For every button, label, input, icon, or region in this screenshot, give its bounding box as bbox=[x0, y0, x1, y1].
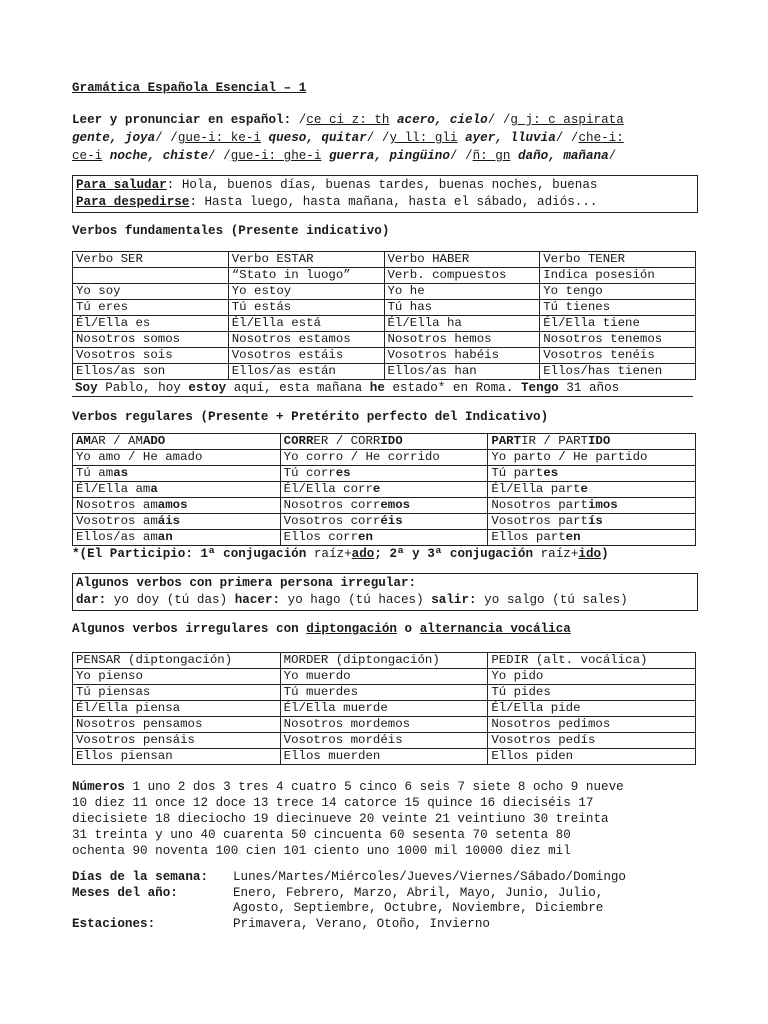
table-cell: Ellos piensan bbox=[73, 749, 281, 765]
table-cell: Él/Ella ha bbox=[384, 316, 540, 332]
regular-heading: Verbos regulares (Presente + Pretérito perfecto del Indicativo) bbox=[72, 410, 549, 424]
head-mid: IR / PART bbox=[521, 434, 588, 448]
document-page bbox=[72, 80, 698, 932]
rule-che-b: ce-i bbox=[72, 149, 103, 163]
irreg1-t2: yo hago (tú haces) bbox=[280, 593, 432, 607]
table-cell: Tú amas bbox=[73, 466, 281, 482]
table-cell: Yo estoy bbox=[228, 284, 384, 300]
table-cell: Vosotros amáis bbox=[73, 514, 281, 530]
numbers-line-3: diecisiete 18 dieciocho 19 diecinueve 20 veinte 21 veintiuno 30 treinta bbox=[72, 812, 609, 826]
example-ce-ci: acero, cielo bbox=[397, 113, 488, 127]
table-cell: PENSAR (diptongación) bbox=[73, 653, 281, 669]
rule-ce-ci: ce ci z: th bbox=[306, 113, 390, 127]
table-cell: Verbo ESTAR bbox=[228, 252, 384, 268]
rule-gue-ghe: gue-i: ghe-i bbox=[230, 149, 322, 163]
ex-t1: Pablo, hoy bbox=[97, 381, 189, 395]
greetings-box bbox=[72, 175, 698, 213]
table-cell bbox=[280, 434, 488, 450]
table-cell: Vosotros mordéis bbox=[280, 733, 488, 749]
rule-n-gn: ñ: gn bbox=[472, 149, 511, 163]
irregular-first-person-box bbox=[72, 573, 698, 611]
table-cell: Tú estás bbox=[228, 300, 384, 316]
table-cell: Él/Ella ama bbox=[73, 482, 281, 498]
ex-t2: aquí, esta mañana bbox=[226, 381, 370, 395]
numbers-line-1: 1 uno 2 dos 3 tres 4 cuatro 5 cinco 6 seis 7 siete 8 ocho 9 nueve bbox=[132, 780, 624, 794]
greet-hello-text: : Hola, buenos días, buenas tardes, buenas noches, buenas bbox=[166, 178, 598, 192]
table-cell: Nosotros mordemos bbox=[280, 717, 488, 733]
table-row bbox=[73, 332, 696, 348]
example-y-ll: ayer, lluvia bbox=[465, 131, 556, 145]
calendar-section bbox=[72, 870, 698, 932]
ex-estoy: estoy bbox=[188, 381, 227, 395]
table-cell: Yo soy bbox=[73, 284, 229, 300]
part-g: ) bbox=[601, 547, 609, 561]
table-cell: Vosotros pensáis bbox=[73, 733, 281, 749]
table-cell: Ellos/as están bbox=[228, 364, 384, 380]
table-cell: Ellos/has tienen bbox=[540, 364, 696, 380]
irreg2-c: o bbox=[397, 622, 420, 636]
table-cell: Tú pides bbox=[488, 685, 696, 701]
table-row bbox=[73, 268, 696, 284]
table-cell: Yo he bbox=[384, 284, 540, 300]
table-cell: Él/Ella corre bbox=[280, 482, 488, 498]
table-cell: Nosotros pensamos bbox=[73, 717, 281, 733]
table-cell: Vosotros habéis bbox=[384, 348, 540, 364]
table-cell: Vosotros tenéis bbox=[540, 348, 696, 364]
table-cell: Él/Ella es bbox=[73, 316, 229, 332]
irreg1-dar: dar: bbox=[76, 593, 107, 607]
table-row bbox=[73, 669, 696, 685]
greet-bye-label: Para despedirse bbox=[76, 195, 190, 209]
days-list: Lunes/Martes/Miércoles/Jueves/Viernes/Sábado/Domingo bbox=[233, 870, 626, 884]
irreg2-a: Algunos verbos irregulares con bbox=[72, 622, 307, 636]
table-cell: Verbo HABER bbox=[384, 252, 540, 268]
table-cell: Nosotros pedimos bbox=[488, 717, 696, 733]
table-cell: Vosotros estáis bbox=[228, 348, 384, 364]
table-cell: Tú piensas bbox=[73, 685, 281, 701]
table-cell: Vosotros pedís bbox=[488, 733, 696, 749]
table-cell: Tú partes bbox=[488, 466, 696, 482]
irreg2-d: alternancia vocálica bbox=[419, 622, 571, 636]
irregular-verbs-table bbox=[72, 652, 696, 765]
example-g-j: gente, joya bbox=[72, 131, 156, 145]
table-row bbox=[73, 749, 696, 765]
irreg2-b: diptongación bbox=[306, 622, 397, 636]
table-cell: Nosotros corremos bbox=[280, 498, 488, 514]
numbers-line-4: 31 treinta y uno 40 cuarenta 50 cincuenta 60 sesenta 70 setenta 80 bbox=[72, 828, 571, 842]
head-stem: CORR bbox=[283, 434, 314, 448]
table-row bbox=[73, 514, 696, 530]
regular-verbs-table bbox=[72, 433, 696, 546]
example-che: noche, chiste bbox=[109, 149, 209, 163]
table-cell: Yo parto / He partido bbox=[488, 450, 696, 466]
table-cell: Tú eres bbox=[73, 300, 229, 316]
ex-he: he bbox=[369, 381, 385, 395]
table-cell: Tú muerdes bbox=[280, 685, 488, 701]
table-cell: Yo corro / He corrido bbox=[280, 450, 488, 466]
table-row bbox=[73, 685, 696, 701]
rule-gue-ke: gue-i: ke-i bbox=[177, 131, 261, 145]
example-n-gn: daño, mañana bbox=[517, 149, 609, 163]
example-sentence bbox=[72, 380, 693, 397]
seasons-list: Primavera, Verano, Otoño, Invierno bbox=[233, 916, 490, 931]
table-cell: Yo muerdo bbox=[280, 669, 488, 685]
verbs-heading: Verbos fundamentales (Presente indicativo) bbox=[72, 224, 390, 238]
table-cell: Nosotros amamos bbox=[73, 498, 281, 514]
table-cell: Vosotros corréis bbox=[280, 514, 488, 530]
table-cell: Vosotros sois bbox=[73, 348, 229, 364]
greet-hello-label: Para saludar bbox=[76, 178, 167, 192]
table-cell: Él/Ella parte bbox=[488, 482, 696, 498]
head-stem: AM bbox=[76, 434, 91, 448]
table-cell: Él/Ella muerde bbox=[280, 701, 488, 717]
table-row bbox=[73, 733, 696, 749]
table-cell: Verbo SER bbox=[73, 252, 229, 268]
irreg1-heading: Algunos verbos con primera persona irregular: bbox=[76, 576, 417, 590]
months-label: Meses del año: bbox=[72, 885, 178, 900]
table-row bbox=[73, 450, 696, 466]
part-d: ; 2ª y 3ª conjugación bbox=[374, 547, 534, 561]
table-cell: Nosotros somos bbox=[73, 332, 229, 348]
table-row bbox=[73, 653, 696, 669]
table-row bbox=[73, 434, 696, 450]
part-b: raíz+ bbox=[306, 547, 352, 561]
table-row bbox=[73, 284, 696, 300]
ex-t3: estado* en Roma. bbox=[384, 381, 521, 395]
greet-bye-text: : Hasta luego, hasta mañana, hasta el sábado, adiós... bbox=[189, 195, 598, 209]
table-cell: Verb. compuestos bbox=[384, 268, 540, 284]
table-cell: Ellos/as son bbox=[73, 364, 229, 380]
table-cell: MORDER (diptongación) bbox=[280, 653, 488, 669]
irreg1-t3: yo salgo (tú sales) bbox=[476, 593, 628, 607]
table-row bbox=[73, 530, 696, 546]
rule-y-ll: y ll: gli bbox=[389, 131, 458, 145]
table-cell: Yo pienso bbox=[73, 669, 281, 685]
ex-tengo: Tengo bbox=[520, 381, 559, 395]
table-cell: Nosotros estamos bbox=[228, 332, 384, 348]
table-row bbox=[73, 498, 696, 514]
fundamental-verbs-table bbox=[72, 251, 696, 380]
table-cell: Vosotros partís bbox=[488, 514, 696, 530]
numbers-line-5: ochenta 90 noventa 100 cien 101 ciento uno 1000 mil 10000 diez mil bbox=[72, 844, 571, 858]
head-end: ADO bbox=[142, 434, 166, 448]
table-cell: Ellos muerden bbox=[280, 749, 488, 765]
table-cell bbox=[488, 434, 696, 450]
table-cell bbox=[73, 434, 281, 450]
numbers-line-2: 10 diez 11 once 12 doce 13 trece 14 catorce 15 quince 16 dieciséis 17 bbox=[72, 796, 594, 810]
table-row bbox=[73, 300, 696, 316]
months-list-1: Enero, Febrero, Marzo, Abril, Mayo, Junio, Julio, bbox=[233, 885, 604, 900]
table-cell: Tú tienes bbox=[540, 300, 696, 316]
table-cell: Yo amo / He amado bbox=[73, 450, 281, 466]
table-cell: Yo tengo bbox=[540, 284, 696, 300]
table-row bbox=[73, 701, 696, 717]
part-c: ado bbox=[351, 547, 375, 561]
table-cell: Nosotros tenemos bbox=[540, 332, 696, 348]
table-cell: Tú has bbox=[384, 300, 540, 316]
table-row bbox=[73, 316, 696, 332]
table-cell: Yo pido bbox=[488, 669, 696, 685]
table-cell: “Stato in luogo” bbox=[228, 268, 384, 284]
irreg1-t1: yo doy (tú das) bbox=[106, 593, 235, 607]
pronunciation-label: Leer y pronunciar en español: bbox=[72, 113, 292, 127]
table-cell: Ellos corren bbox=[280, 530, 488, 546]
numbers-line bbox=[72, 779, 698, 795]
numbers-section bbox=[72, 779, 698, 859]
table-cell: PEDIR (alt. vocálica) bbox=[488, 653, 696, 669]
table-cell: Él/Ella pide bbox=[488, 701, 696, 717]
part-f: ido bbox=[578, 547, 602, 561]
table-cell: Ellos parten bbox=[488, 530, 696, 546]
table-cell: Ellos piden bbox=[488, 749, 696, 765]
numbers-label: Números bbox=[72, 780, 125, 794]
table-row bbox=[73, 364, 696, 380]
head-end: IDO bbox=[380, 434, 403, 448]
table-row bbox=[73, 348, 696, 364]
example-gue-ke: queso, quitar bbox=[268, 131, 367, 145]
example-gue-ghe: guerra, pingüino bbox=[329, 149, 450, 163]
head-stem: PART bbox=[491, 434, 522, 448]
participle-note bbox=[72, 546, 698, 562]
table-cell: Él/Ella tiene bbox=[540, 316, 696, 332]
part-e: raíz+ bbox=[533, 547, 579, 561]
rule-che-a: che-i: bbox=[578, 131, 624, 145]
table-cell: Él/Ella piensa bbox=[73, 701, 281, 717]
table-cell: Ellos/as aman bbox=[73, 530, 281, 546]
head-mid: AR / AM bbox=[90, 434, 143, 448]
head-end: IDO bbox=[587, 434, 611, 448]
part-a: *(El Participio: 1ª conjugación bbox=[72, 547, 307, 561]
table-cell: Nosotros hemos bbox=[384, 332, 540, 348]
seasons-label: Estaciones: bbox=[72, 916, 156, 931]
months-list-2: Agosto, Septiembre, Octubre, Noviembre, Diciembre bbox=[233, 901, 604, 915]
days-label: Días de la semana: bbox=[72, 870, 209, 884]
table-cell: Nosotros partimos bbox=[488, 498, 696, 514]
table-cell: Ellos/as han bbox=[384, 364, 540, 380]
table-row bbox=[73, 717, 696, 733]
table-cell: Él/Ella está bbox=[228, 316, 384, 332]
table-cell: Verbo TENER bbox=[540, 252, 696, 268]
pronunciation-section: Leer y pronunciar en español: /ce ci z: th acero, cielo/ /g j: c aspirata gente, joya/ /gue-i: ke-i queso, quitar/ /y ll: gli ayer, lluvia/ /che-i: ce-i noche, chiste/ /gue-i: ghe-i guerra, pingüino/ /ñ: gn daño, mañana/ bbox=[72, 113, 624, 163]
ex-t4: 31 años bbox=[558, 381, 620, 395]
ex-soy: Soy bbox=[75, 381, 98, 395]
table-row bbox=[73, 466, 696, 482]
head-mid: ER / CORR bbox=[313, 434, 381, 448]
irreg1-hacer: hacer: bbox=[234, 593, 281, 607]
table-row bbox=[73, 252, 696, 268]
irreg1-salir: salir: bbox=[431, 593, 477, 607]
table-cell: Tú corres bbox=[280, 466, 488, 482]
table-cell: Indica posesión bbox=[540, 268, 696, 284]
table-row bbox=[73, 482, 696, 498]
rule-g-j: g j: c aspirata bbox=[510, 113, 624, 127]
page-title: Gramática Española Esencial – 1 bbox=[72, 81, 307, 95]
table-cell bbox=[73, 268, 229, 284]
irregular-heading bbox=[72, 621, 698, 637]
